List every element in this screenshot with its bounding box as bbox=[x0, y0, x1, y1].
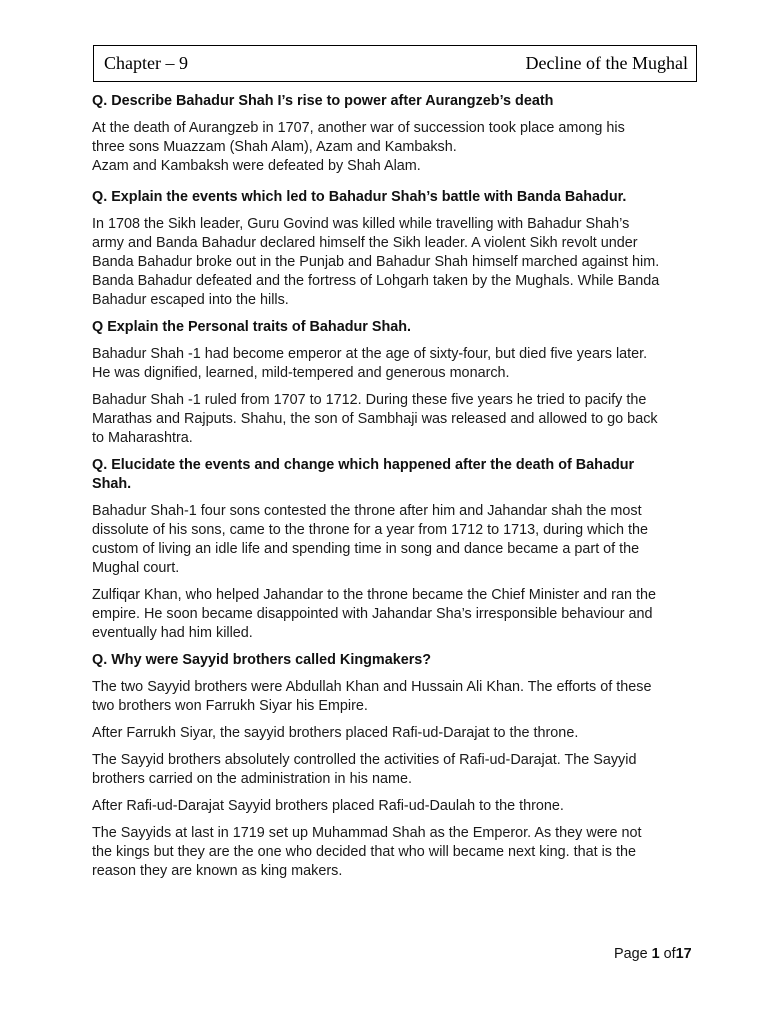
answer-paragraph bbox=[92, 215, 714, 310]
text-line: dissolute of his sons, came to the throne for a year from 1712 to 1713, during which the bbox=[92, 522, 648, 538]
text-line: Bahadur Shah -1 had become emperor at the age of sixty-four, but died five years later. bbox=[92, 346, 648, 362]
text-line: The two Sayyid brothers were Abdullah Khan and Hussain Ali Khan. The efforts of these bbox=[92, 679, 652, 695]
text-line: Azam and Kambaksh were defeated by Shah Alam. bbox=[92, 158, 421, 174]
text-line: Banda Bahadur broke out in the Punjab and Bahadur Shah himself marched against him. bbox=[92, 254, 660, 270]
chapter-title: Decline of the Mughal bbox=[525, 53, 688, 73]
text-line: The Sayyids at last in 1719 set up Muhammad Shah as the Emperor. As they were not bbox=[92, 825, 642, 841]
text-line: The Sayyid brothers absolutely controlled the activities of Rafi-ud-Darajat. The Sayyid bbox=[92, 752, 637, 768]
text-line: At the death of Aurangzeb in 1707, another war of succession took place among his bbox=[92, 120, 625, 136]
question-heading: Q. Describe Bahadur Shah I’s rise to power after Aurangzeb’s death bbox=[92, 93, 554, 109]
document-body bbox=[92, 92, 714, 889]
answer-paragraph bbox=[92, 678, 714, 716]
answer-paragraph bbox=[92, 391, 714, 448]
text-line: to Maharashtra. bbox=[92, 430, 193, 446]
text-line: In 1708 the Sikh leader, Guru Govind was killed while travelling with Bahadur Shah’s bbox=[92, 216, 630, 232]
answer-paragraph bbox=[92, 724, 714, 743]
text-line: After Farrukh Siyar, the sayyid brothers placed Rafi-ud-Darajat to the throne. bbox=[92, 725, 579, 741]
answer-paragraph bbox=[92, 119, 714, 176]
chapter-header bbox=[93, 45, 697, 82]
text-line: the kings but they are the one who decided that who will became next king. that is the bbox=[92, 844, 636, 860]
text-line: Mughal court. bbox=[92, 560, 180, 576]
text-line: reason they are known as king makers. bbox=[92, 863, 343, 879]
text-line: three sons Muazzam (Shah Alam), Azam and Kambaksh. bbox=[92, 139, 457, 155]
answer-paragraph bbox=[92, 824, 714, 881]
text-line: After Rafi-ud-Darajat Sayyid brothers placed Rafi-ud-Daulah to the throne. bbox=[92, 798, 564, 814]
question-heading: Q. Why were Sayyid brothers called Kingmakers? bbox=[92, 652, 432, 668]
total-pages: 17 bbox=[675, 946, 692, 962]
text-line: He was dignified, learned, mild-tempered and generous monarch. bbox=[92, 365, 510, 381]
answer-paragraph bbox=[92, 751, 714, 789]
chapter-number: Chapter – 9 bbox=[104, 53, 188, 73]
of-label: of bbox=[663, 946, 676, 962]
text-line: custom of living an idle life and spending time in song and dance became a part of the bbox=[92, 541, 640, 557]
text-line: eventually had him killed. bbox=[92, 625, 253, 641]
answer-paragraph bbox=[92, 586, 714, 643]
text-line: Zulfiqar Khan, who helped Jahandar to the throne became the Chief Minister and ran the bbox=[92, 587, 656, 603]
text-line: empire. He soon became disappointed with Jahandar Sha’s irresponsible behaviour and bbox=[92, 606, 653, 622]
page-number bbox=[614, 946, 692, 962]
text-line: brothers carried on the administration in his name. bbox=[92, 771, 412, 787]
text-line: Bahadur Shah-1 four sons contested the throne after him and Jahandar shah the most bbox=[92, 503, 642, 519]
question-line: Q. Elucidate the events and change which happened after the death of Bahadur bbox=[92, 457, 635, 473]
text-line: army and Banda Bahadur declared himself the Sikh leader. A violent Sikh revolt under bbox=[92, 235, 638, 251]
current-page: 1 bbox=[651, 946, 660, 962]
text-line: Bahadur escaped into the hills. bbox=[92, 292, 289, 308]
answer-paragraph bbox=[92, 502, 714, 578]
question-line: Shah. bbox=[92, 476, 132, 492]
question-heading bbox=[92, 456, 714, 494]
answer-paragraph bbox=[92, 797, 714, 816]
question-heading: Q Explain the Personal traits of Bahadur Shah. bbox=[92, 319, 412, 335]
text-line: Banda Bahadur defeated and the fortress of Lohgarh taken by the Mughals. While Banda bbox=[92, 273, 660, 289]
text-line: two brothers won Farrukh Siyar his Empire. bbox=[92, 698, 368, 714]
question-heading: Q. Explain the events which led to Bahadur Shah’s battle with Banda Bahadur. bbox=[92, 189, 627, 205]
text-line: Marathas and Rajputs. Shahu, the son of Sambhaji was released and allowed to go back bbox=[92, 411, 658, 427]
text-line: Bahadur Shah -1 ruled from 1707 to 1712. During these five years he tried to pacify the bbox=[92, 392, 647, 408]
answer-paragraph bbox=[92, 345, 714, 383]
page-label: Page bbox=[614, 946, 648, 962]
